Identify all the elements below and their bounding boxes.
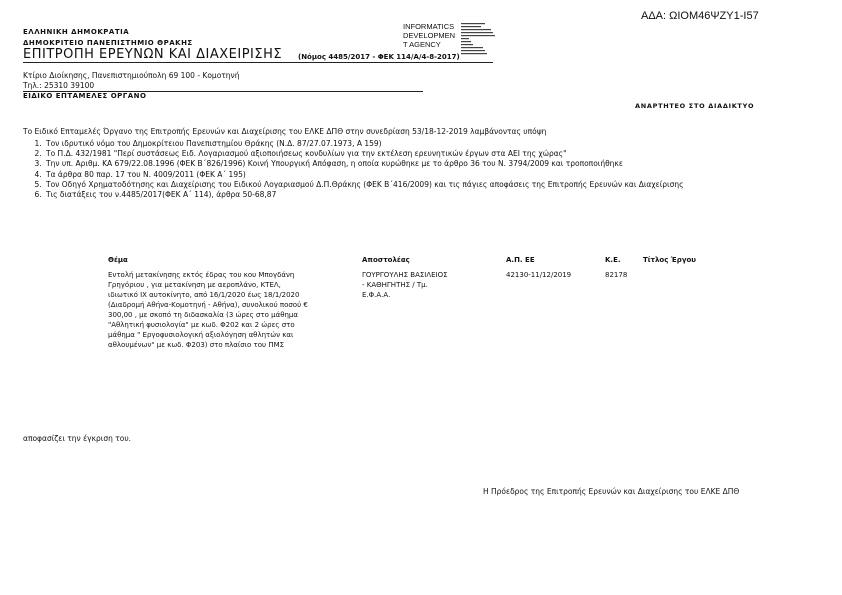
list-item: 6. Τις διατάξεις του ν.4485/2017(ΦΕΚ Α΄ 114), άρθρα 50-68,87 <box>44 190 804 200</box>
row-protocol: 42130-11/12/2019 <box>506 271 572 279</box>
university-label: ΔΗΜΟΚΡΙΤΕΙΟ ΠΑΝΕΠΙΣΤΗΜΙΟ ΘΡΑΚΗΣ <box>23 39 193 47</box>
signature-line-3: T AGENCY <box>403 40 441 49</box>
signature-line: Η Πρόεδρος της Επιτροπής Ερευνών και Διαχείρισης του ΕΛΚΕ ΔΠΘ <box>483 487 740 496</box>
column-header-sender: Αποστολέας <box>362 256 410 264</box>
row-sender: ΓΟΥΡΓΟΥΛΗΣ ΒΑΣΙΛΕΙΟΣ - ΚΑΘΗΓΗΤΗΣ / Τμ. Ε.Φ.Α.Α. <box>362 271 448 299</box>
column-header-protocol: Α.Π. ΕΕ <box>506 256 535 264</box>
digital-signature-box <box>403 22 455 49</box>
row-subject: Εντολή μετακίνησης εκτός έδρας του κου Μπογδάνη Γρηγόριου , για μετακίνηση με αεροπλάνο, ΚΤΕΛ, ιδιωτικό ΙΧ αυτοκίνητο, από 16/1/2020 έως 18/1/2020 (Διαδρομή Αθήνα-Κομοτηνή - Αθήνα), συνολικού ποσού € 300,00 , με σκοπό τη διδασκαλία (3 ώρες στο μάθημα "Αθλητική φυσιολογία" με κωδ. Φ202 και 2 ώρες στο μάθημα " Εργοφυσιολογική αξιολόγηση αθλητών και αθλουμένων" με κωδ. Φ203) στο πλαίσιο του ΠΜΣ <box>108 271 308 349</box>
address-line: Κτίριο Διοίκησης, Πανεπιστημιούπολη 69 100 - Κομοτηνή <box>23 71 240 80</box>
signature-stamp-icon <box>461 22 501 60</box>
row-code: 82178 <box>605 271 628 279</box>
ada-code: ΑΔΑ: ΩΙΟΜ46ΨΖΥ1-Ι57 <box>641 10 759 22</box>
column-header-project-title: Τίτλος Έργου <box>643 256 697 264</box>
list-item: 1. Τον ιδρυτικό νόμο του Δημοκρίτειου Πανεπιστημίου Θράκης (Ν.Δ. 87/27.07.1973, Α 159) <box>44 139 804 149</box>
signature-line-2: DEVELOPMEN <box>403 31 456 40</box>
publish-note: ΑΝΑΡΤΗΤΕΟ ΣΤΟ ΔΙΑΔΙΚΤΥΟ <box>635 102 755 110</box>
column-header-subject: Θέμα <box>108 256 128 264</box>
phone-line: Τηλ.: 25310 39100 <box>23 80 95 90</box>
list-item: 4. Τα άρθρα 80 παρ. 17 του Ν. 4009/2011 (ΦΕΚ Α΄ 195) <box>44 170 804 180</box>
committee-title: ΕΠΙΤΡΟΠΗ ΕΡΕΥΝΩΝ ΚΑΙ ΔΙΑΧΕΙΡΙΣΗΣ <box>23 47 283 62</box>
signature-stamp-graphic <box>461 22 501 60</box>
address-block <box>23 71 240 90</box>
organ-label: ΕΙΔΙΚΟ ΕΠΤΑΜΕΛΕΣ ΟΡΓΑΝΟ <box>23 92 147 100</box>
list-item: 5. Τον Οδηγό Χρηματοδότησης και Διαχείρισης του Ειδικού Λογαριασμού Δ.Π.Θράκης (ΦΕΚ Β΄416/2009) και τις πάγιες αποφάσεις της Επιτροπής Ερευνών και Διαχείρισης <box>44 180 804 190</box>
signature-line-1: INFORMATICS <box>403 22 455 31</box>
law-reference: (Νόμος 4485/2017 - ΦΕΚ 114/Α/4-8-2017) <box>298 53 460 61</box>
header-divider-top <box>23 62 493 63</box>
considerations-list <box>30 139 804 200</box>
decision-text: αποφασίζει την έγκριση του. <box>23 434 132 443</box>
list-item: 2. Το Π.Δ. 432/1981 "Περί συστάσεως Ειδ. Λογαριασμού αξιοποιήσεως κονδυλίων για την εκτέλεση ερευνητικών έργων στα ΑΕΙ της χώρας" <box>44 149 804 159</box>
list-item: 3. Την υπ. Αριθμ. ΚΑ 679/22.08.1996 (ΦΕΚ Β΄826/1996) Κοινή Υπουργική Απόφαση, η οποία κυρώθηκε με το άρθρο 36 του Ν. 3794/2009 και τροποποιήθηκε <box>44 159 804 169</box>
republic-label: ΕΛΛΗΝΙΚΗ ΔΗΜΟΚΡΑΤΙΑ <box>23 28 130 36</box>
column-header-code: Κ.Ε. <box>605 256 621 264</box>
intro-text: Το Ειδικό Επταμελές Όργανο της Επιτροπής Ερευνών και Διαχείρισης του ΕΛΚΕ ΔΠΘ στην συνεδρίαση 53/18-12-2019 λαμβάνοντας υπόψη <box>23 127 547 136</box>
